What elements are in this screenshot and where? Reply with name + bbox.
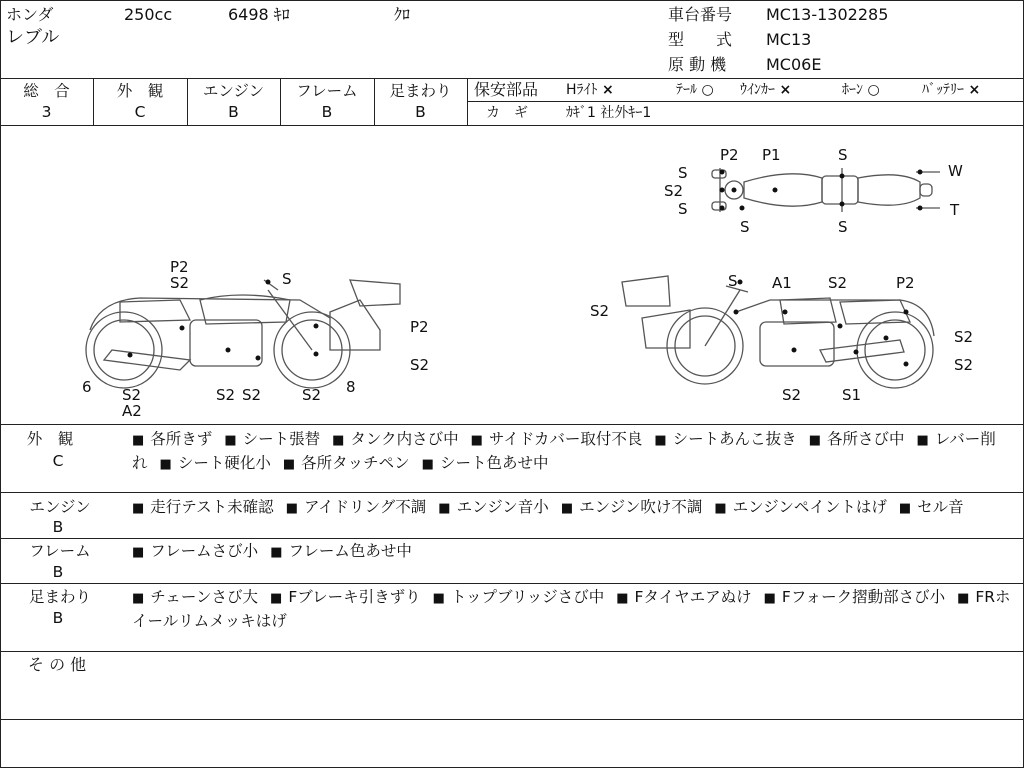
top-view-diagram	[712, 168, 940, 212]
frame-number-value: MC13-1302285	[766, 5, 889, 24]
mark-label: P2	[170, 258, 189, 276]
grade-frame-value: B	[321, 103, 333, 121]
engine-model-value: MC06E	[766, 55, 822, 74]
mark-label: S2	[828, 274, 848, 292]
detail-item: ■ シートあんこ抜き	[654, 430, 796, 448]
mark-label: S2	[170, 274, 190, 292]
divider	[0, 492, 1024, 493]
mark-label: P2	[896, 274, 915, 292]
mark-label: S2	[410, 356, 430, 374]
detail-item: ■ FRホイールリムメッキはげ	[132, 588, 1011, 630]
divider	[0, 538, 1024, 539]
mark-label: S2	[954, 328, 974, 346]
detail-exterior-items	[132, 428, 1012, 476]
mark-label: S2	[302, 386, 322, 404]
mark-label: S2	[954, 356, 974, 374]
detail-engine-grade: B	[52, 518, 64, 536]
detail-item: ■ チェーンさび大	[132, 588, 258, 606]
detail-item: ■ シート張替	[224, 430, 320, 448]
detail-suspension-items	[132, 586, 1012, 632]
grade-frame-label: フレーム	[296, 82, 358, 100]
mark-label: P1	[762, 146, 781, 164]
detail-suspension-grade: B	[52, 609, 64, 627]
mark-label: P2	[720, 146, 739, 164]
detail-engine-cat: エンジン	[29, 498, 91, 516]
mark-label: S	[282, 270, 292, 288]
divider	[0, 424, 1024, 425]
mark-label: S1	[842, 386, 862, 404]
detail-item: ■ アイドリング不調	[286, 498, 427, 516]
mark-label: S	[678, 200, 688, 218]
grade-overall-label: 総 合	[23, 82, 70, 100]
color: ｸﾛ	[394, 5, 411, 24]
left-side-diagram	[86, 280, 400, 388]
divider	[0, 719, 1024, 720]
key-label: カ ギ	[486, 105, 528, 121]
mark-label: 8	[346, 378, 356, 396]
divider	[467, 101, 1024, 102]
mark-label: S2	[216, 386, 236, 404]
safety-horn: ﾎｰﾝ ○	[842, 82, 880, 98]
safety-battery: ﾊﾞｯﾃﾘｰ ×	[922, 82, 981, 98]
safety-winker: ｳｲﾝｶｰ ×	[740, 82, 792, 98]
engine-model-label: 原 動 機	[668, 55, 727, 74]
mark-label: S2	[590, 302, 610, 320]
detail-frame-cat: フレーム	[29, 542, 91, 560]
detail-item: ■ 各所さび中	[809, 430, 905, 448]
grade-overall-value: 3	[41, 103, 52, 121]
detail-item: ■ シート硬化小	[160, 454, 271, 472]
detail-item: ■ Fブレーキ引きずり	[270, 588, 421, 606]
mark-label: S	[838, 146, 848, 164]
mark-label: P2	[410, 318, 429, 336]
detail-exterior-cat: 外 観	[26, 430, 74, 448]
grade-suspension-label: 足まわり	[389, 82, 452, 100]
detail-exterior-grade: C	[52, 452, 64, 470]
detail-item: ■ セル音	[899, 498, 964, 516]
detail-frame-grade: B	[52, 563, 64, 581]
divider	[467, 78, 468, 125]
detail-item: ■ エンジンペイントはげ	[714, 498, 887, 516]
detail-item: ■ Fフォーク摺動部さび小	[764, 588, 945, 606]
mark-label: 6	[82, 378, 92, 396]
mark-label: S2	[242, 386, 262, 404]
safety-taillight: ﾃｰﾙ ○	[676, 82, 714, 98]
safety-label: 保安部品	[474, 80, 539, 99]
right-side-diagram	[622, 276, 934, 388]
displacement: 250cc	[124, 5, 173, 24]
detail-item: ■ 各所タッチペン	[283, 454, 410, 472]
mark-label: S	[740, 218, 750, 236]
mileage: 6498 ｷﾛ	[228, 5, 290, 24]
mark-label: A2	[122, 402, 142, 420]
mark-label: T	[950, 201, 960, 219]
motorcycle-diagrams	[0, 126, 1024, 422]
mark-label: S	[678, 164, 688, 182]
mark-label: S	[838, 218, 848, 236]
detail-item: ■ エンジン吹け不調	[561, 498, 703, 516]
grade-engine-label: エンジン	[202, 82, 265, 100]
safety-headlight: Hﾗｲﾄ ×	[566, 82, 614, 98]
mark-label: A1	[772, 274, 792, 292]
mark-label: S	[728, 272, 738, 290]
grade-suspension-value: B	[415, 103, 426, 121]
divider	[0, 583, 1024, 584]
detail-item: ■ 走行テスト未確認	[132, 498, 274, 516]
detail-frame-items	[132, 540, 1012, 564]
mark-label: S2	[782, 386, 802, 404]
maker: ホンダ	[6, 5, 54, 24]
detail-item: ■ フレームさび小	[132, 542, 258, 560]
detail-item: ■ エンジン音小	[438, 498, 549, 516]
detail-suspension-cat: 足まわり	[28, 588, 91, 606]
detail-item: ■ レバー削れ	[132, 430, 996, 472]
detail-item: ■ Fタイヤエアぬけ	[616, 588, 751, 606]
detail-engine-items	[132, 496, 1012, 520]
mark-label: S2	[664, 182, 684, 200]
model: レブル	[6, 27, 60, 48]
type-label: 型 式	[668, 30, 733, 49]
mark-label: S2	[122, 386, 142, 404]
grade-engine-value: B	[228, 103, 239, 121]
detail-item: ■ フレーム色あせ中	[270, 542, 412, 560]
detail-item: ■ サイドカバー取付不良	[471, 430, 643, 448]
detail-item: ■ シート色あせ中	[422, 454, 549, 472]
damage-dots	[128, 170, 923, 367]
grade-exterior-value: C	[134, 103, 146, 121]
other-label: そ の 他	[28, 655, 87, 674]
frame-number-label: 車台番号	[668, 5, 733, 24]
type-value: MC13	[766, 30, 812, 49]
key-value: ｶｷﾞ1 社外ｷｰ1	[566, 105, 652, 121]
divider	[0, 78, 1024, 79]
divider	[0, 651, 1024, 652]
detail-item: ■ トップブリッジさび中	[433, 588, 605, 606]
detail-item: ■ タンク内さび中	[332, 430, 459, 448]
grade-exterior-label: 外 観	[116, 82, 164, 100]
detail-item: ■ 各所きず	[132, 430, 212, 448]
mark-label: W	[948, 162, 963, 180]
